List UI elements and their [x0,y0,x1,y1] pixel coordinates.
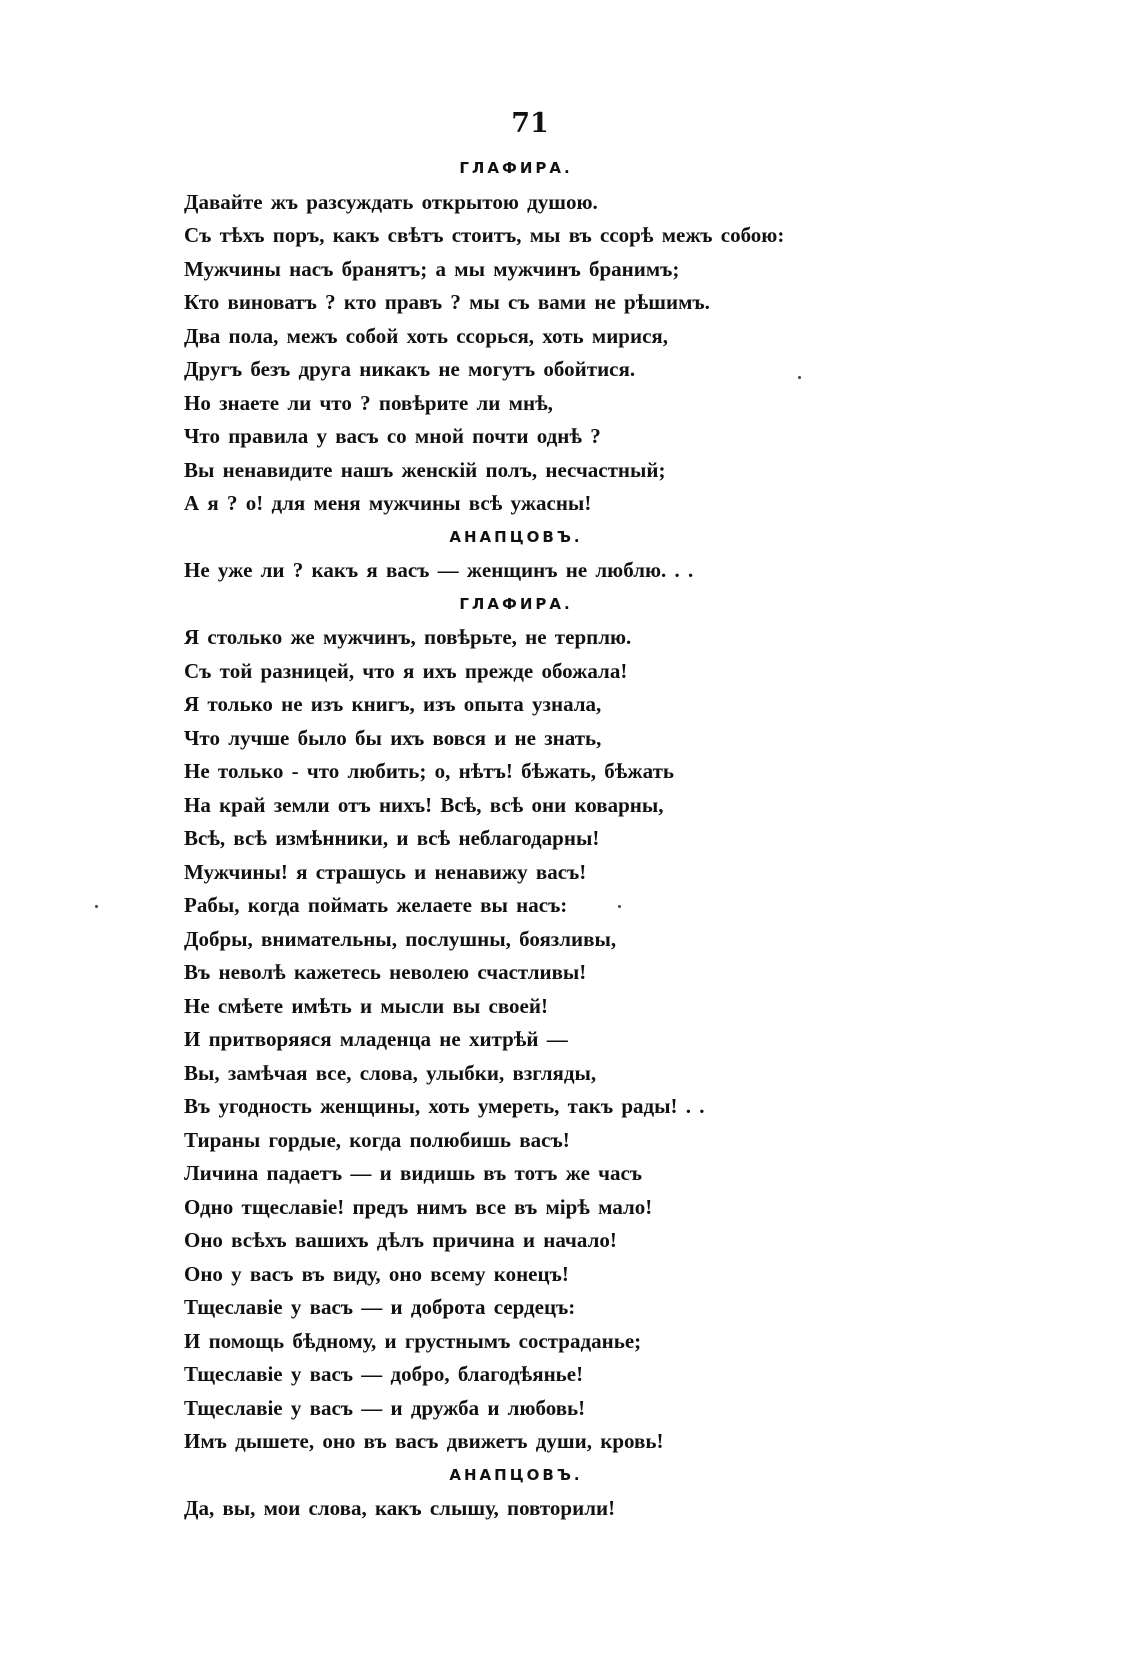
verse-line: Оно у васъ въ виду, оно всему конецъ! [184,1261,569,1286]
speck-mark [95,905,98,908]
verse-line: Я столько же мужчинъ, повѣрьте, не терплю. [184,625,632,649]
verse-line: Имъ дышете, оно въ васъ движетъ души, кровь! [184,1429,664,1453]
verse-line: Тщеславіе у васъ — добро, благодѣянье! [184,1362,584,1386]
speck-mark [798,376,801,379]
page-number: 71 [511,108,549,139]
verse-line: Тщеславіе у васъ — и доброта сердецъ: [184,1295,576,1319]
verse-line: Личина падаетъ — и видишь въ тотъ же часъ [184,1161,643,1185]
verse-line: Кто виноватъ ? кто правъ ? мы съ вами не рѣшимъ. [184,290,710,314]
verse-line: На край земли отъ нихъ! Всѣ, всѣ они коварны, [184,792,664,817]
verse-line: Вы ненавидите нашъ женскій полъ, несчастный; [184,457,666,482]
verse-line: Одно тщеславіе! предъ нимъ все въ мірѣ мало! [184,1194,653,1219]
verse-line: Другъ безъ друга никакъ не могутъ обойтися. [184,357,636,381]
verse-line: А я ? о! для меня мужчины всѣ ужасны! [184,491,592,515]
verse-line: Мужчины! я страшусь и ненавижу васъ! [184,859,587,884]
verse-line: Мужчины насъ бранятъ; а мы мужчинъ бранимъ; [184,256,680,281]
verse-line: Тщеславіе у васъ — и дружба и любовь! [184,1395,586,1420]
verse-line: Что лучше было бы ихъ вовся и не знать, [184,725,602,750]
verse-line: И притворяяся младенца не хитрѣй — [184,1027,568,1051]
verse-line: Въ неволѣ кажетесь неволею счастливы! [184,960,587,984]
verse-line: Съ тѣхъ поръ, какъ свѣтъ стоитъ, мы въ ссорѣ межъ собою: [184,223,785,247]
verse-line: Давайте жъ разсуждать открытою душою. [184,189,598,214]
verse-line: Не уже ли ? какъ я васъ — женщинъ не люблю. . . [184,558,694,582]
verse-line: И помощь бѣдному, и грустнымъ состраданье; [184,1328,642,1353]
speaker-name: АНАПЦОВЪ. [449,1465,583,1484]
verse-line: Два пола, межъ собой хоть ссорься, хоть мирися, [184,323,669,348]
verse-line: Не только - что любить; о, нѣтъ! бѣжать, бѣжать [184,759,675,783]
verse-line: Тираны гордые, когда полюбишь васъ! [184,1127,570,1152]
verse-line: Всѣ, всѣ измѣнники, и всѣ неблагодарны! [184,826,600,850]
verse-line: Не смѣете имѣть и мысли вы своей! [184,993,548,1018]
verse-line: Вы, замѣчая все, слова, улыбки, взгляды, [184,1060,597,1085]
speaker-name: АНАПЦОВЪ. [449,527,583,546]
verse-line: Рабы, когда поймать желаете вы насъ: [184,893,568,917]
verse-line: Что правила у васъ со мной почти однѣ ? [184,424,601,448]
verse-line: Съ той разницей, что я ихъ прежде обожала! [184,658,628,683]
verse-line: Въ угодность женщины, хоть умереть, такъ рады! . . [184,1094,705,1118]
verse-text [184,152,1084,1526]
speaker-name: ГЛАФИРА. [459,594,573,613]
speaker-name: ГЛАФИРА. [459,159,573,177]
verse-line: Да, вы, мои слова, какъ слышу, повторили! [184,1496,616,1520]
verse-line: Добры, внимательны, послушны, боязливы, [184,926,617,951]
verse-line: Но знаете ли что ? повѣрите ли мнѣ, [184,390,553,415]
verse-line: Я только не изъ книгъ, изъ опыта узнала, [184,692,602,716]
speck-mark [618,905,621,908]
verse-line: Оно всѣхъ вашихъ дѣлъ причина и начало! [184,1228,617,1252]
